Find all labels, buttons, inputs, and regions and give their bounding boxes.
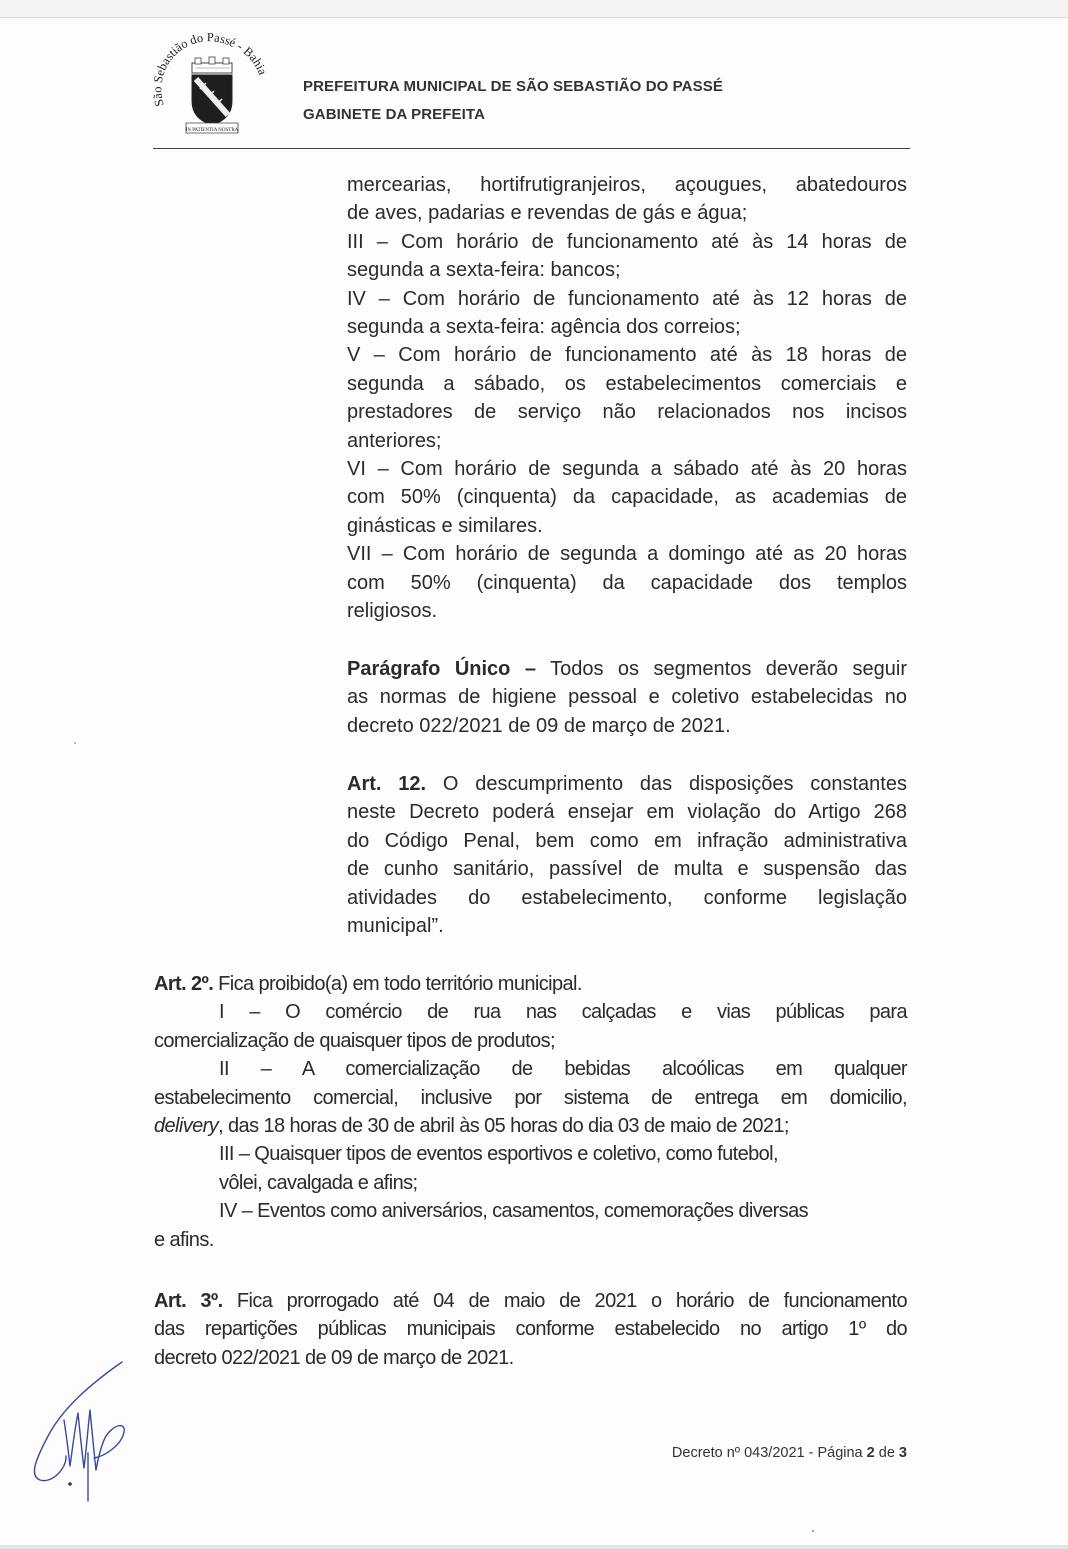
article-2-label: Art. 2º. <box>154 973 214 995</box>
text-line: do Código Penal, bem como em infração administrativa <box>347 829 907 852</box>
viewer-top-band <box>0 0 1068 18</box>
item-v: V – Com horário de funcionamento até às 18 horas de <box>347 344 907 367</box>
text-line: de aves, padarias e revendas de gás e água; <box>347 202 748 225</box>
paragrafo-unico <box>347 655 907 740</box>
text-line: vôlei, cavalgada e afins; <box>219 1171 418 1194</box>
article-2-heading: Fica proibido(a) em todo território municipal. <box>218 973 582 995</box>
text-line: com 50% (cinquenta) da capacidade, as academias de <box>347 486 907 509</box>
text-line: de cunho sanitário, passível de multa e suspensão das <box>347 858 907 881</box>
text-line: decreto 022/2021 de 09 de março de 2021. <box>154 1346 514 1369</box>
article-items-block <box>347 171 907 626</box>
footer-of: de <box>874 1445 899 1461</box>
header-title: PREFEITURA MUNICIPAL DE SÃO SEBASTIÃO DO PASSÉ <box>303 78 723 95</box>
logo-motto: IN PATIENTIA NOSTRA <box>185 128 239 133</box>
text-line: das repartições públicas municipais conforme estabelecido no artigo 1º do <box>154 1318 907 1341</box>
text-line: mercearias, hortifrutigranjeiros, açougues, abatedouros <box>347 174 907 196</box>
text-line: neste Decreto poderá ensejar em violação do Artigo 268 <box>347 801 907 824</box>
text-line: as normas de higiene pessoal e coletivo estabelecidas no <box>347 686 907 709</box>
text-line: com 50% (cinquenta) da capacidade dos templos <box>347 571 907 594</box>
text-line: segunda a sexta-feira: bancos; <box>347 259 621 282</box>
text-line: comercialização de quaisquer tipos de produtos; <box>154 1029 555 1052</box>
header-subtitle: GABINETE DA PREFEITA <box>303 106 486 123</box>
text-line: decreto 022/2021 de 09 de março de 2021. <box>347 714 731 737</box>
item-iv: IV – Com horário de funcionamento até às 12 horas de <box>347 287 907 310</box>
text-line: religiosos. <box>347 600 438 623</box>
text-line: ginásticas e similares. <box>347 514 543 537</box>
article-12-label: Art. 12. <box>347 773 427 795</box>
text-line: prestadores de serviço não relacionados nos incisos <box>347 401 907 424</box>
article-12 <box>347 770 907 940</box>
article-3-label: Art. 3º. <box>154 1290 223 1312</box>
item-iv: IV – Eventos como aniversários, casamentos, comemorações diversas <box>219 1200 809 1223</box>
coat-of-arms-logo <box>150 27 274 139</box>
text-line: municipal”. <box>347 915 444 938</box>
item-iii: III – Quaisquer tipos de eventos esportivos e coletivo, como futebol, <box>219 1143 778 1166</box>
text-line: Todos os segmentos deverão seguir <box>550 658 907 680</box>
item-vi: VI – Com horário de segunda a sábado até às 20 horas <box>347 458 907 481</box>
logo-arc-text: São Sebastião do Passé - Bahia <box>150 30 270 108</box>
article-3 <box>154 1287 907 1372</box>
text-line: anteriores; <box>347 429 442 452</box>
footer-total-pages: 3 <box>898 1445 907 1461</box>
text-line: atividades do estabelecimento, conforme legislação <box>347 886 907 909</box>
item-ii: II – A comercialização de bebidas alcoólicas em qualquer <box>219 1058 907 1081</box>
header-divider <box>153 148 910 149</box>
footer-decree: Decreto nº 043/2021 - Página <box>671 1445 867 1461</box>
text-line: e afins. <box>154 1228 214 1251</box>
paragrafo-unico-label: Parágrafo Único – <box>347 658 536 680</box>
text-line: segunda a sexta-feira: agência dos correios; <box>347 316 741 339</box>
delivery-term: delivery <box>154 1115 219 1138</box>
item-iii: III – Com horário de funcionamento até às 14 horas de <box>347 230 907 253</box>
item-vii: VII – Com horário de segunda a domingo até as 20 horas <box>347 543 907 566</box>
text-line: estabelecimento comercial, inclusive por sistema de entrega em domicilio, <box>154 1086 907 1109</box>
footer-page-number: 2 <box>866 1445 875 1461</box>
page-footer <box>672 1445 907 1461</box>
scan-speck <box>74 742 76 744</box>
scan-speck <box>812 1530 814 1532</box>
handwritten-signature <box>22 1358 142 1508</box>
item-i: I – O comércio de rua nas calçadas e vias públicas para <box>219 1001 907 1024</box>
text-line: Fica prorrogado até 04 de maio de 2021 o horário de funcionamento <box>236 1290 907 1312</box>
text-line: O descumprimento das disposições constantes <box>442 773 907 795</box>
text-line: segunda a sábado, os estabelecimentos comerciais e <box>347 372 907 395</box>
article-2 <box>154 970 907 1254</box>
text-line: , das 18 horas de 30 de abril às 05 horas do dia 03 de maio de 2021; <box>218 1115 789 1138</box>
